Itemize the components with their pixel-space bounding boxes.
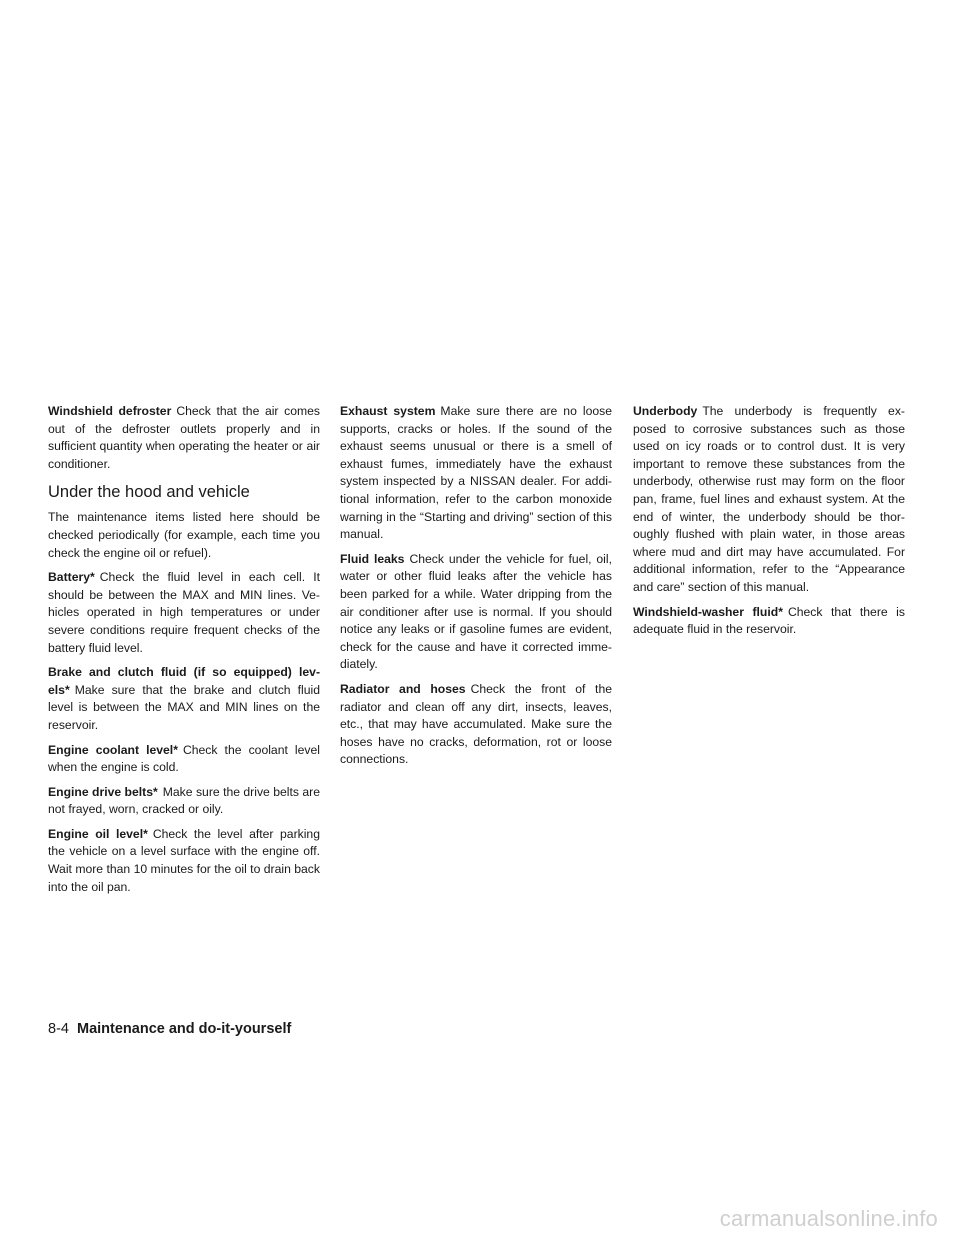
entry-windshield-defroster [48, 403, 320, 473]
entry-body: Check that there is adequate fluid in the reservoir. [633, 604, 905, 637]
section-intro: The maintenance items listed here should be checked periodically (for example, each time you check the engine oil or refuel). [48, 510, 320, 560]
entry-radiator-hoses [340, 681, 612, 769]
entry-term: Radiator and hoses [340, 681, 466, 696]
entry-windshield-washer-fluid [633, 604, 905, 639]
right-column [633, 403, 905, 646]
entry-engine-drive-belts [48, 784, 320, 819]
entry-term: Engine drive belts* [48, 784, 158, 799]
entry-term: Fluid leaks [340, 551, 405, 566]
entry-battery [48, 569, 320, 657]
entry-engine-oil-level [48, 826, 320, 896]
entry-term: Underbody [633, 404, 698, 418]
entry-term: Brake and clutch fluid (if so equipped) lev-els* [48, 665, 320, 697]
left-column [48, 403, 320, 903]
entry-body: Make sure that the brake and clutch fluid level is between the MAX and MIN lines on the reservoir. [48, 682, 320, 732]
entry-body: Check the coolant level when the engine is cold. [48, 742, 320, 775]
chapter-title: Maintenance and do-it-yourself [77, 1021, 292, 1037]
entry-body: Check the level after parking the vehicle on a level surface with the engine off. Wait more than 10 minutes for the oil to drain back into the oil pan. [48, 826, 320, 894]
entry-fluid-leaks [340, 551, 612, 674]
entry-exhaust-system [340, 403, 612, 544]
middle-column [340, 403, 612, 776]
page-number: 8-4 [48, 1021, 69, 1037]
section-heading: Under the hood and vehicle [48, 483, 250, 502]
entry-body: Make sure there are no loose supports, cracks or holes. If the sound of the exhaust seems unusual or there is a smell of exhaust fumes, immediately have the exhaust system inspected by a NISSAN dealer. For addi-tional information, refer to the carbon monoxide warning in the “Starting and driving” section of this manual. [340, 404, 612, 542]
entry-term: Battery* [48, 570, 95, 585]
entry-body: Check that the air comes out of the defroster outlets properly and in sufficient quantity when operating the heater or air conditioner. [48, 404, 320, 471]
watermark: carmanualsonline.info [719, 1206, 938, 1231]
entry-term: Windshield-washer fluid* [633, 604, 783, 619]
entry-term: Engine coolant level* [48, 742, 178, 757]
entry-engine-coolant [48, 742, 320, 777]
entry-body: Check under the vehicle for fuel, oil, water or other fluid leaks after the vehicle has been parked for a while. Water dripping from the air conditioner after use is normal. If you should notice any leaks or if gasoline fumes are evident, check for the cause and have it corrected imme-diately. [340, 551, 612, 672]
entry-term: Engine oil level* [48, 826, 148, 841]
entry-term: Windshield defroster [48, 404, 172, 418]
entry-body: The underbody is frequently ex-posed to corrosive substances such as those used on icy roads or to control dust. It is very important to remove these substances from the underbody, otherwise rust may form on the floor pan, frame, fuel lines and exhaust system. At the end of winter, the underbody should be thor-oughly flushed with plain water, in those areas where mud and dirt may have accumulated. For additional information, refer to the “Appearance and care” section of this manual. [633, 404, 905, 594]
entry-body: Check the fluid level in each cell. It should be between the MAX and MIN lines. Ve-hicles operated in high temperatures or under severe conditions require frequent checks of the battery fluid level. [48, 570, 320, 655]
entry-underbody [633, 403, 905, 597]
entry-term: Exhaust system [340, 404, 436, 418]
entry-body: Make sure the drive belts are not frayed, worn, cracked or oily. [48, 784, 320, 817]
page-footer [48, 1019, 291, 1039]
entry-body: Check the front of the radiator and clean off any dirt, insects, leaves, etc., that may have accumulated. Make sure the hoses have no cracks, deformation, rot or loose connections. [340, 681, 612, 767]
entry-brake-clutch-fluid [48, 664, 320, 734]
